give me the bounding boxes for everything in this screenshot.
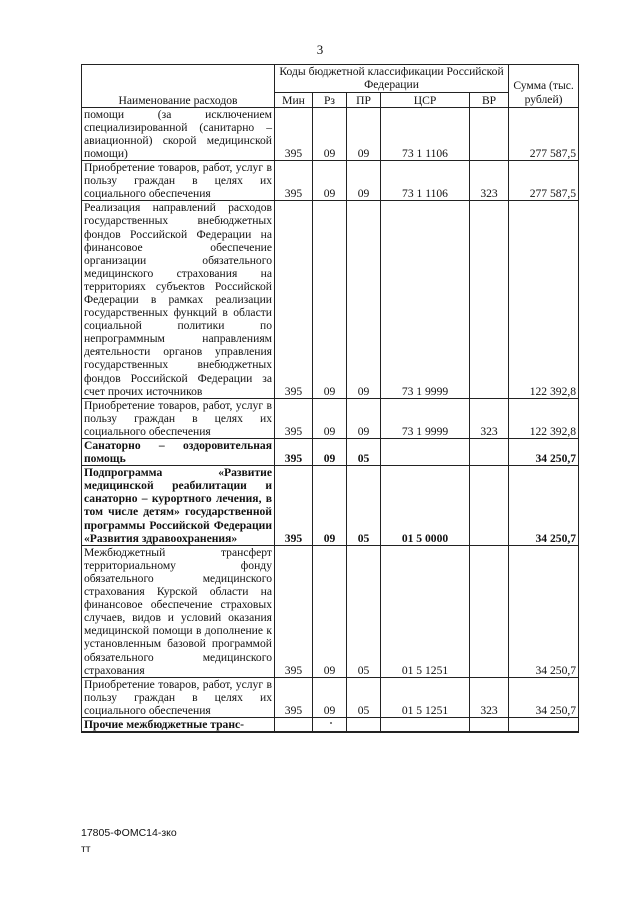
table-row (82, 107, 579, 160)
table-row (82, 466, 579, 546)
row-rz: 09 (313, 545, 347, 677)
row-pr (347, 717, 381, 732)
table-row (82, 677, 579, 717)
row-csr: 73 1 9999 (381, 398, 470, 438)
table-header (82, 65, 579, 108)
row-csr: 01 5 1251 (381, 677, 470, 717)
row-min: 395 (275, 107, 313, 160)
row-csr: 01 5 1251 (381, 545, 470, 677)
row-name: Межбюджетный трансферт территориальному фонду обязательного медицинского страхования Курской области на финансовое обеспечение страховых случаев, видов и условий оказания медицинской помощи в дополнение к установленным базовой программой обязательного медицинского страхования (82, 545, 275, 677)
header-vr: ВР (470, 92, 509, 107)
row-vr (470, 717, 509, 732)
header-min: Мин (275, 92, 313, 107)
row-min: 395 (275, 545, 313, 677)
row-sum: 277 587,5 (509, 161, 579, 201)
row-vr (470, 107, 509, 160)
header-csr: ЦСР (381, 92, 470, 107)
row-csr: 01 5 0000 (381, 466, 470, 546)
row-name: Санаторно – оздоровительная помощь (82, 439, 275, 466)
footer (81, 826, 177, 858)
row-sum: 34 250,7 (509, 466, 579, 546)
table-row (82, 398, 579, 438)
row-rz: 09 (313, 677, 347, 717)
row-sum (509, 717, 579, 732)
page-number: 3 (316, 42, 324, 57)
row-csr: 73 1 9999 (381, 201, 470, 398)
row-vr: 323 (470, 398, 509, 438)
row-name: Реализация направлений расходов государственных внебюджетных фондов Российской Федерации на финансовое обеспечение организации обязательного медицинского страхования на территориях субъектов Российской Федерации в рамках реализации государственных функций в области социальной политики по непрограммным направлениям деятельности органов управления государственных внебюджетных фондов Российской Федерации за счет прочих источников (82, 201, 275, 398)
table-row (82, 545, 579, 677)
table-body (82, 107, 579, 732)
row-pr: 09 (347, 107, 381, 160)
row-name: Прочие межбюджетные транс- (82, 717, 275, 732)
row-pr: 05 (347, 466, 381, 546)
row-pr: 05 (347, 439, 381, 466)
table-row (82, 439, 579, 466)
row-min (275, 717, 313, 732)
row-min: 395 (275, 201, 313, 398)
row-sum: 34 250,7 (509, 439, 579, 466)
row-csr (381, 439, 470, 466)
row-csr: 73 1 1106 (381, 161, 470, 201)
row-min: 395 (275, 439, 313, 466)
row-rz: 09 (313, 398, 347, 438)
row-min: 395 (275, 466, 313, 546)
row-name: Подпрограмма «Развитие медицинской реабилитации и санаторно – курортного лечения, в том числе детям» государственной программы Российской Федерации «Развития здравоохранения» (82, 466, 275, 546)
row-pr: 09 (347, 161, 381, 201)
row-name: помощи (за исключением специализированной (санитарно – авиационной) скорой медицинской помощи) (82, 107, 275, 160)
row-rz: 09 (313, 466, 347, 546)
table-row (82, 717, 579, 732)
row-min: 395 (275, 161, 313, 201)
row-sum: 34 250,7 (509, 545, 579, 677)
row-sum: 122 392,8 (509, 201, 579, 398)
row-pr: 09 (347, 201, 381, 398)
row-name: Приобретение товаров, работ, услуг в пользу граждан в целях их социального обеспечения (82, 677, 275, 717)
row-csr: 73 1 1106 (381, 107, 470, 160)
row-rz: 09 (313, 439, 347, 466)
row-vr (470, 545, 509, 677)
footer-mark: тт (81, 842, 91, 855)
row-sum: 34 250,7 (509, 677, 579, 717)
row-csr (381, 717, 470, 732)
row-rz (313, 717, 347, 732)
row-name: Приобретение товаров, работ, услуг в пользу граждан в целях их социального обеспечения (82, 398, 275, 438)
row-vr (470, 466, 509, 546)
row-name: Приобретение товаров, работ, услуг в пользу граждан в целях их социального обеспечения (82, 161, 275, 201)
row-vr (470, 201, 509, 398)
row-sum: 277 587,5 (509, 107, 579, 160)
header-rz: Рз (313, 92, 347, 107)
row-vr: 323 (470, 677, 509, 717)
row-pr: 05 (347, 677, 381, 717)
header-pr: ПР (347, 92, 381, 107)
row-vr: 323 (470, 161, 509, 201)
row-sum: 122 392,8 (509, 398, 579, 438)
header-sum: Сумма (тыс. рублей) (509, 65, 579, 108)
row-vr (470, 439, 509, 466)
row-rz: 09 (313, 161, 347, 201)
header-name: Наименование расходов (82, 65, 275, 108)
table-row (82, 161, 579, 201)
row-pr: 09 (347, 398, 381, 438)
row-min: 395 (275, 677, 313, 717)
scan-speck (330, 722, 332, 724)
row-pr: 05 (347, 545, 381, 677)
table-row (82, 201, 579, 398)
budget-table (81, 64, 579, 733)
document-code: 17805-ФОМС14-зко (81, 827, 177, 839)
row-rz: 09 (313, 107, 347, 160)
row-min: 395 (275, 398, 313, 438)
row-rz: 09 (313, 201, 347, 398)
header-codes: Коды бюджетной классификации Российской Федерации (275, 65, 509, 93)
